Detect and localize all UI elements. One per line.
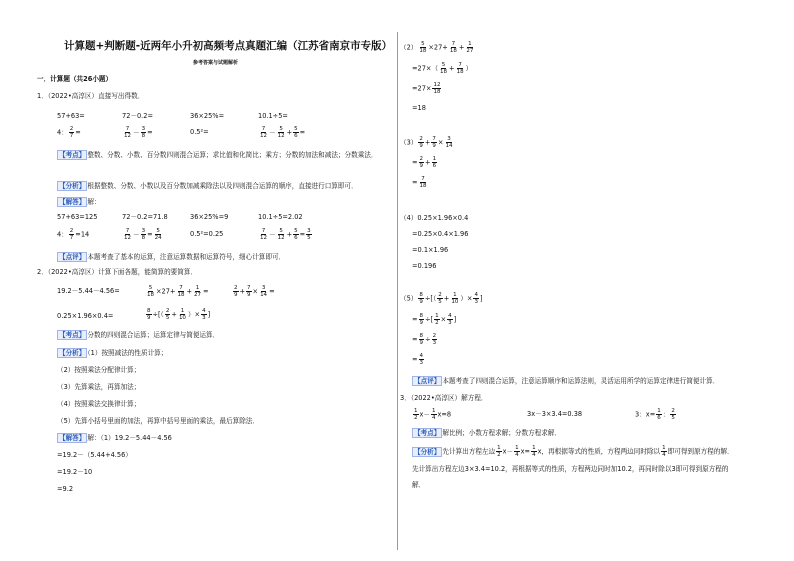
fraction: $\frac{2}{7}$ [69, 228, 74, 241]
q1-item: 57+63= [57, 112, 85, 120]
q3-fenxi-line: 先计算出方程左边3×3.4=10.2，再根据等式的性质，方程两边同时加10.2，再同时除以3即可得到原方程的 [412, 465, 729, 473]
q1-item: 10.1÷5= [258, 112, 288, 120]
q1-answer: 72－0.2=71.8 [122, 213, 168, 221]
r-step: = $\frac{8}{9}$ ÷ $\frac{2}{3}$ [412, 333, 437, 346]
r-step: =0.25×0.4×1.96 [412, 230, 469, 238]
fraction: $\frac{1}{4}$ [532, 445, 536, 458]
q2-solution-line: =19.2－（5.44+4.56） [57, 451, 132, 459]
fenxi-tag: 【分析】 [414, 447, 441, 456]
q2-item: $\frac{2}{9}$ + $\frac{7}{9}$ × $\frac{3}{14}$ = [234, 285, 275, 298]
section-heading: 一．计算题（共26小题） [37, 75, 113, 83]
fenxi-tag: 【分析】 [59, 349, 86, 357]
r-step: =27×（ $\frac{5}{18}$ + $\frac{7}{18}$ ） [412, 62, 473, 75]
fraction: $\frac{1}{6}$ [657, 408, 661, 421]
fraction: $\frac{7}{18}$ [419, 176, 427, 189]
r-step: = $\frac{2}{9}$ + $\frac{1}{6}$ [412, 156, 437, 169]
document-title: 计算题+判断题-近两年小升初高频考点真题汇编（江苏省南京市专版） [64, 40, 393, 52]
dianping-tag: 【点评】 [59, 253, 86, 261]
fraction: $\frac{1}{27}$ [193, 285, 201, 298]
fraction: $\frac{7}{12}$ [124, 126, 131, 139]
q3-equation: 3x－3×3.4=0.38 [527, 410, 583, 418]
q2-kaodian: 【考点】 分数的四则混合运算；运算定律与简便运算． [59, 331, 220, 339]
dianping-tag: 【点评】 [414, 377, 441, 385]
fraction: $\frac{5}{12}$ [277, 126, 285, 139]
kaodian-tag: 【考点】 [414, 429, 441, 437]
fraction: $\frac{1}{6}$ [432, 156, 437, 169]
q3-fenxi: 【分析】 先计算出方程左边 $\frac{1}{2}$ x－ $\frac{1}{4}$ x= $\frac{1}{4}$ x，再根据等式的性质，方程两边同时除以 $\frac{1}{4}$ 即可得到原方程的解． [414, 445, 734, 458]
fraction: $\frac{1}{10}$ [178, 308, 186, 321]
r-step: = $\frac{4}{3}$ [412, 353, 424, 366]
q1-kaodian: 【考点】 整数、分数、小数、百分数四则混合运算；求比值和化简比；乘方；分数的加法和减法；分数乘法． [59, 151, 378, 159]
fraction: $\frac{8}{9}$ [419, 333, 424, 346]
fraction: $\frac{5}{18}$ [147, 285, 154, 298]
fraction: $\frac{3}{5}$ [307, 228, 311, 241]
fraction: $\frac{3}{8}$ [141, 228, 146, 241]
r-step: = $\frac{8}{9}$ ÷[ $\frac{1}{2}$ × $\frac{4}{3}$ ] [412, 313, 457, 326]
q3-equation: $\frac{1}{2}$ x－ $\frac{1}{4}$ x=8 [414, 408, 452, 421]
fraction: $\frac{4}{3}$ [474, 292, 478, 305]
q1-item: $\frac{7}{12}$ － $\frac{5}{12}$ + $\frac{5}{6}$ = [260, 126, 306, 139]
q1-dianping: 【点评】 本题考查了基本的运算，注意运算数据和运算符号，细心计算即可． [59, 253, 286, 261]
fraction: $\frac{3}{14}$ [260, 285, 268, 298]
fenxi-tag: 【分析】 [59, 182, 86, 190]
q2-header: 2．（2022•高淳区）计算下面各题，能简算的要简算． [37, 268, 198, 276]
fraction: $\frac{1}{4}$ [515, 445, 519, 458]
fraction: $\frac{2}{5}$ [165, 308, 170, 321]
r-dianping: 【点评】 本题考查了四则混合运算，注意运算顺序和运算法则，灵活运用所学的运算定律进行简便计算． [414, 377, 720, 385]
fraction: $\frac{7}{12}$ [260, 126, 267, 139]
fraction: $\frac{5}{18}$ [419, 41, 427, 54]
r-step: =27× $\frac{12}{18}$ [412, 82, 441, 95]
r-step: =18 [412, 104, 426, 112]
q1-header: 1．（2022•高淳区）直接写出得数． [37, 92, 145, 100]
q1-jieda: 【解答】 解： [59, 198, 101, 206]
q1-answer: 0.5²=0.25 [190, 230, 224, 238]
fraction: $\frac{5}{24}$ [154, 228, 162, 241]
fraction: $\frac{7}{18}$ [456, 62, 464, 75]
q1-answer: 36×25%=9 [190, 213, 229, 221]
equals: = [75, 128, 81, 137]
jieda-tag: 【解答】 [59, 434, 86, 442]
fraction: $\frac{7}{9}$ [247, 285, 251, 298]
q2-fenxi: 【分析】 （1）按照减法的性质计算； [59, 349, 168, 357]
r-step: = $\frac{7}{18}$ [412, 176, 427, 189]
fraction: $\frac{4}{3}$ [419, 353, 424, 366]
fraction: $\frac{7}{12}$ [124, 228, 131, 241]
q2-solution-line: =19.2－10 [57, 468, 93, 476]
fraction: $\frac{8}{9}$ [419, 292, 423, 305]
fraction: $\frac{4}{3}$ [448, 313, 452, 326]
fraction: $\frac{8}{9}$ [147, 308, 151, 321]
q1-answer: 10.1÷5=2.02 [258, 213, 303, 221]
fraction: $\frac{1}{27}$ [466, 41, 474, 54]
fraction: $\frac{2}{3}$ [432, 333, 437, 346]
r-step: （4）0.25×1.96×0.4 [400, 214, 469, 222]
r-step: =0.1×1.96 [412, 246, 449, 254]
q2-item: 0.25×1.96×0.4= [57, 312, 114, 320]
fraction: $\frac{5}{6}$ [294, 126, 298, 139]
q3-equation: 3：x= $\frac{1}{6}$ ： $\frac{2}{5}$ [635, 408, 675, 421]
fraction: $\frac{8}{9}$ [419, 313, 424, 326]
q2-step: （2）按照乘法分配律计算； [57, 366, 141, 374]
q3-fenxi-line: 解． [412, 481, 426, 489]
answer-header: 参考答案与试题解析 [193, 60, 239, 66]
fraction: $\frac{7}{9}$ [432, 136, 436, 149]
fraction: $\frac{2}{7}$ [69, 126, 74, 139]
fraction: $\frac{2}{5}$ [671, 408, 675, 421]
fraction: $\frac{12}{18}$ [433, 82, 441, 95]
fraction: $\frac{2}{9}$ [419, 156, 424, 169]
q2-step: （4）按照乘法交换律计算； [57, 400, 141, 408]
q2-item: $\frac{5}{18}$ ×27+ $\frac{7}{18}$ + $\frac{1}{27}$ = [147, 285, 209, 298]
r-step: （5） $\frac{8}{9}$ ÷[（ $\frac{2}{5}$ + $\frac{1}{10}$ ）× $\frac{4}{3}$ ] [400, 292, 483, 305]
q2-step: （3）先算乘法，再算加法； [57, 383, 141, 391]
q3-kaodian: 【考点】 解比例；小数方程求解；分数方程求解． [414, 429, 562, 437]
r-step: （2） $\frac{5}{18}$ ×27+ $\frac{7}{18}$ + $\frac{1}{27}$ [400, 41, 474, 54]
q1-item: 36×25%= [190, 112, 225, 120]
q1-fenxi: 【分析】 根据整数、分数、小数以及百分数加减乘除法以及四则混合运算的顺序，直接进行口算即可． [59, 182, 358, 190]
fraction: $\frac{2}{5}$ [438, 292, 442, 305]
r-step: （3） $\frac{2}{9}$ + $\frac{7}{9}$ × $\frac{3}{14}$ [400, 136, 453, 149]
q1-answer: $\frac{7}{12}$ － $\frac{5}{12}$ + $\frac{5}{6}$ = $\frac{3}{5}$ [260, 228, 311, 241]
q1-item: $\frac{7}{12}$ － $\frac{3}{8}$ = [124, 126, 153, 139]
q2-jieda: 【解答】 解：（1）19.2－5.44－4.56 [59, 434, 172, 442]
fraction: $\frac{1}{4}$ [432, 408, 436, 421]
q2-item: $\frac{8}{9}$ ÷[（ $\frac{2}{5}$ + $\frac{1}{10}$ ）× $\frac{4}{3}$ ] [147, 308, 211, 321]
q1-item: 72－0.2= [122, 112, 153, 120]
fraction: $\frac{7}{18}$ [449, 41, 457, 54]
kaodian-tag: 【考点】 [59, 151, 86, 159]
fraction: $\frac{4}{3}$ [202, 308, 206, 321]
fraction: $\frac{3}{8}$ [141, 126, 146, 139]
fraction: $\frac{1}{2}$ [414, 408, 418, 421]
fraction: $\frac{5}{6}$ [294, 228, 298, 241]
fraction: $\frac{1}{4}$ [662, 445, 666, 458]
q3-header: 3．（2022•高淳区）解方程． [400, 394, 488, 402]
q1-item: 0.5²= [190, 128, 209, 136]
fraction: $\frac{7}{12}$ [260, 228, 267, 241]
fraction: $\frac{3}{14}$ [445, 136, 453, 149]
fraction: $\frac{7}{18}$ [177, 285, 185, 298]
q1-answer: 4： $\frac{2}{7}$ =14 [57, 228, 90, 241]
kaodian-tag: 【考点】 [59, 331, 86, 339]
q1-answer: $\frac{7}{12}$ － $\frac{3}{8}$ = $\frac{5}{24}$ [124, 228, 162, 241]
fraction: $\frac{2}{9}$ [419, 136, 423, 149]
jieda-tag: 【解答】 [59, 198, 86, 206]
fraction: $\frac{1}{10}$ [451, 292, 459, 305]
r-step: =0.196 [412, 262, 437, 270]
q2-item: 19.2－5.44－4.56= [57, 287, 120, 295]
q1-answer: 57+63=125 [57, 213, 98, 221]
ratio-label: 4： [57, 128, 68, 137]
right-column [397, 0, 794, 561]
fraction: $\frac{5}{12}$ [277, 228, 285, 241]
fraction: $\frac{5}{18}$ [440, 62, 448, 75]
q2-solution-line: =9.2 [57, 485, 74, 493]
fraction: $\frac{1}{2}$ [497, 445, 501, 458]
q1-item [57, 126, 81, 139]
fraction: $\frac{1}{2}$ [435, 313, 439, 326]
fraction: $\frac{2}{9}$ [234, 285, 238, 298]
q2-step: （5）先算小括号里面的加法，再算中括号里面的乘法，最后算除法． [57, 417, 260, 425]
